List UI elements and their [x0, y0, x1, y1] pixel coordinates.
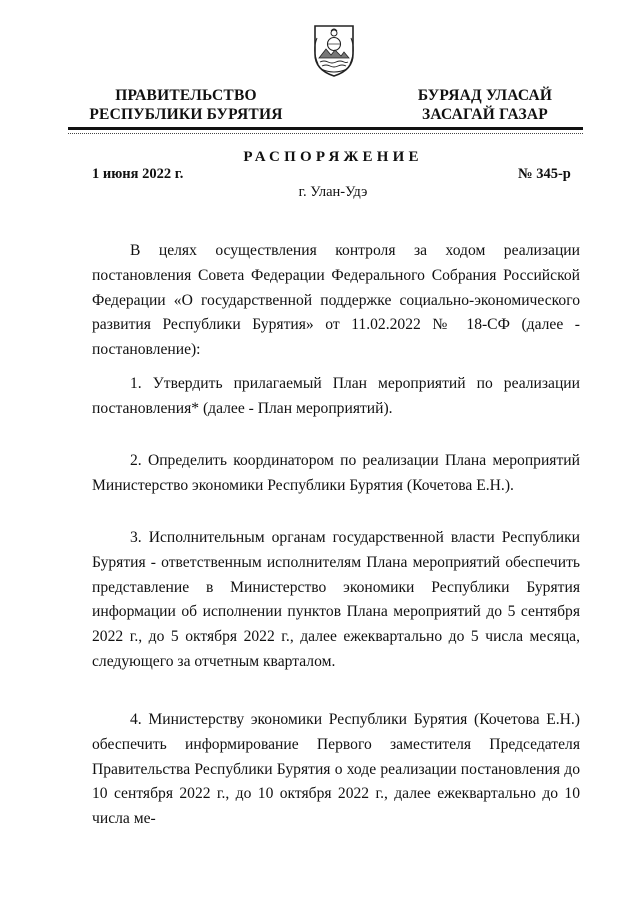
clause-4-paragraph [92, 708, 580, 832]
paragraph-text: В целях осуществления контроля за ходом реализации постановления Совета Федерации Федерального Собрания Российской Федерации «О государственной поддержке социально-экономического развития Республики Бурятия» от 11.02.2022 № 18-СФ (далее - постановление): [92, 242, 580, 359]
coat-of-arms-icon [309, 22, 359, 78]
preamble-paragraph [92, 239, 580, 363]
document-type: РАСПОРЯЖЕНИЕ [243, 149, 423, 165]
org-name-buryat [410, 86, 560, 124]
paragraph-text: 2. Определить координатором по реализации Плана мероприятий Министерство экономики Республики Бурятия (Кочетова Е.Н.). [92, 452, 580, 494]
paragraph-text: 4. Министерству экономики Республики Бурятия (Кочетова Е.Н.) обеспечить информирование Первого заместителя Председателя Правительства Республики Бурятия о ходе реализации постановления до 10 сентября 2022 г., до 10 октября 2022 г., далее ежеквартально до 10 числа ме- [92, 711, 580, 828]
paragraph-text: 3. Исполнительным органам государственной власти Республики Бурятия - ответственным исполнителям Плана мероприятий обеспечить представление в Министерство экономики Республики Бурятия информации об исполнении пунктов Плана мероприятий до 5 сентября 2022 г., до 5 октября 2022 г., далее ежеквартально до 5 числа месяца, следующего за отчетным кварталом. [92, 529, 580, 670]
document-number: № 345-р [518, 166, 571, 182]
org-name-russian-line-1: ПРАВИТЕЛЬСТВО [115, 87, 257, 104]
clause-1-paragraph [92, 372, 580, 422]
paragraph-text: 1. Утвердить прилагаемый План мероприятий по реализации постановления* (далее - План мероприятий). [92, 375, 580, 417]
org-name-buryat-line-1: БУРЯАД УЛАСАЙ [417, 87, 553, 104]
clause-3-paragraph [92, 526, 580, 675]
org-name-russian [86, 86, 286, 124]
org-name-buryat-line-2: ЗАСАГАЙ ГАЗАР [422, 106, 548, 123]
header-divider-dotted [68, 133, 583, 134]
org-name-russian-line-2: РЕСПУБЛИКИ БУРЯТИЯ [89, 106, 283, 123]
header-divider-thick [68, 127, 583, 130]
document-date: 1 июня 2022 г. [92, 166, 184, 182]
document-city: г. Улан-Удэ [298, 184, 368, 200]
clause-2-paragraph [92, 449, 580, 499]
